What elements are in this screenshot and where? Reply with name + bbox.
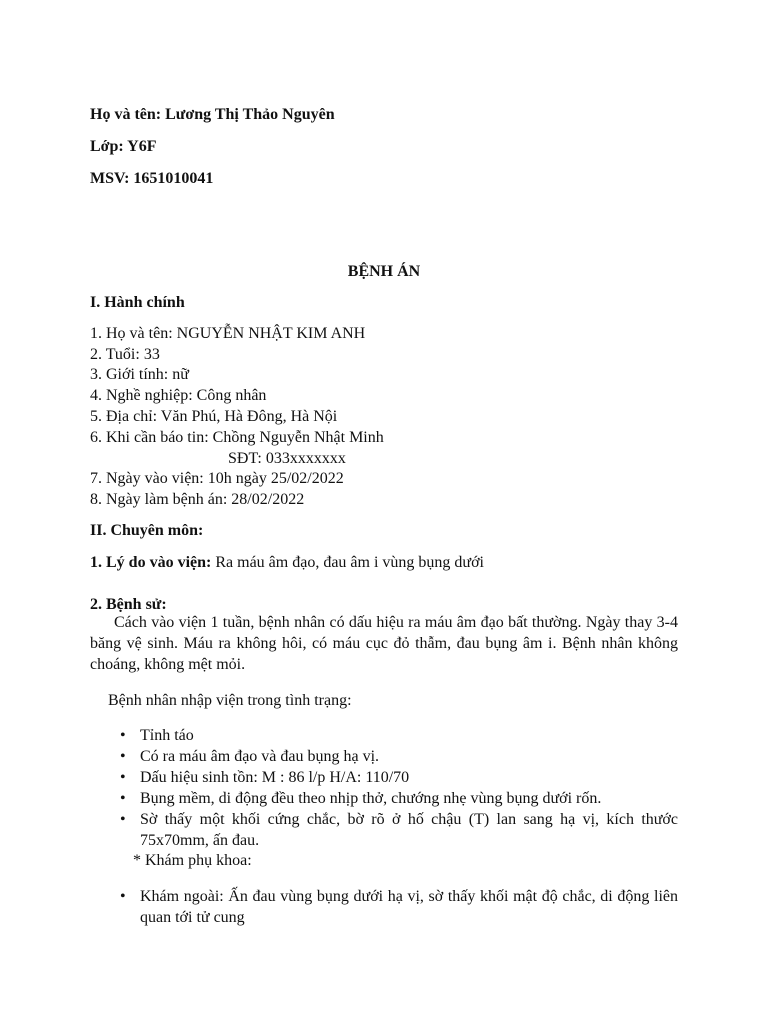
- gyn-exam-label: * Khám phụ khoa:: [133, 852, 252, 869]
- list-item: • Tỉnh táo: [140, 725, 678, 746]
- list-item: • Khám ngoài: Ấn đau vùng bụng dưới hạ vị, sờ thấy khối mật độ chắc, di động liên quan tới tử cung: [140, 886, 678, 928]
- admission-reason-label: 1. Lý do vào viện:: [90, 554, 212, 571]
- student-id: MSV: 1651010041: [90, 170, 214, 187]
- list-item: • Bụng mềm, di động đều theo nhịp thở, chướng nhẹ vùng bụng dưới rốn.: [140, 788, 678, 809]
- admin-item-contact: 6. Khi cần báo tin: Chồng Nguyễn Nhật Minh: [90, 429, 384, 446]
- list-item: • Sờ thấy một khối cứng chắc, bờ rõ ở hố chậu (T) lan sang hạ vị, kích thước 75x70mm, ấn đau.: [140, 809, 678, 851]
- admission-reason-text: Ra máu âm đạo, đau âm i vùng bụng dưới: [211, 554, 484, 571]
- admin-item-record-date: 8. Ngày làm bệnh án: 28/02/2022: [90, 491, 305, 508]
- admin-item-gender: 3. Giới tính: nữ: [90, 366, 189, 383]
- admin-item-age: 2. Tuổi: 33: [90, 346, 160, 363]
- list-item: • Có ra máu âm đạo và đau bụng hạ vị.: [140, 746, 678, 767]
- admission-status-list: [140, 725, 678, 851]
- history-paragraph: Cách vào viện 1 tuần, bệnh nhân có dấu hiệu ra máu âm đạo bất thường. Ngày thay 3-4 băng vệ sinh. Máu ra không hôi, có máu cục đỏ thẫm, đau bụng âm i. Bệnh nhân không choáng, không mệt mỏi.: [90, 614, 678, 673]
- admin-item-admission-date: 7. Ngày vào viện: 10h ngày 25/02/2022: [90, 470, 344, 487]
- document-title: BỆNH ÁN: [347, 263, 421, 280]
- admission-reason: [90, 552, 484, 573]
- student-name: Họ và tên: Lương Thị Thảo Nguyên: [90, 106, 335, 123]
- section-specialty-heading: II. Chuyên môn:: [90, 522, 204, 539]
- history-heading: 2. Bệnh sử:: [90, 596, 167, 613]
- gyn-exam-list: [140, 886, 678, 928]
- student-class: Lớp: Y6F: [90, 138, 157, 155]
- list-item: • Dấu hiệu sinh tồn: M : 86 l/p H/A: 110/70: [140, 767, 678, 788]
- admin-item-phone: SĐT: 033xxxxxxx: [228, 450, 346, 467]
- section-admin-heading: I. Hành chính: [90, 294, 185, 311]
- admin-item-address: 5. Địa chỉ: Văn Phú, Hà Đông, Hà Nội: [90, 408, 338, 425]
- admin-item-name: 1. Họ và tên: NGUYỄN NHẬT KIM ANH: [90, 325, 366, 342]
- admin-item-occupation: 4. Nghề nghiệp: Công nhân: [90, 387, 267, 404]
- admission-intro: Bệnh nhân nhập viện trong tình trạng:: [108, 692, 352, 709]
